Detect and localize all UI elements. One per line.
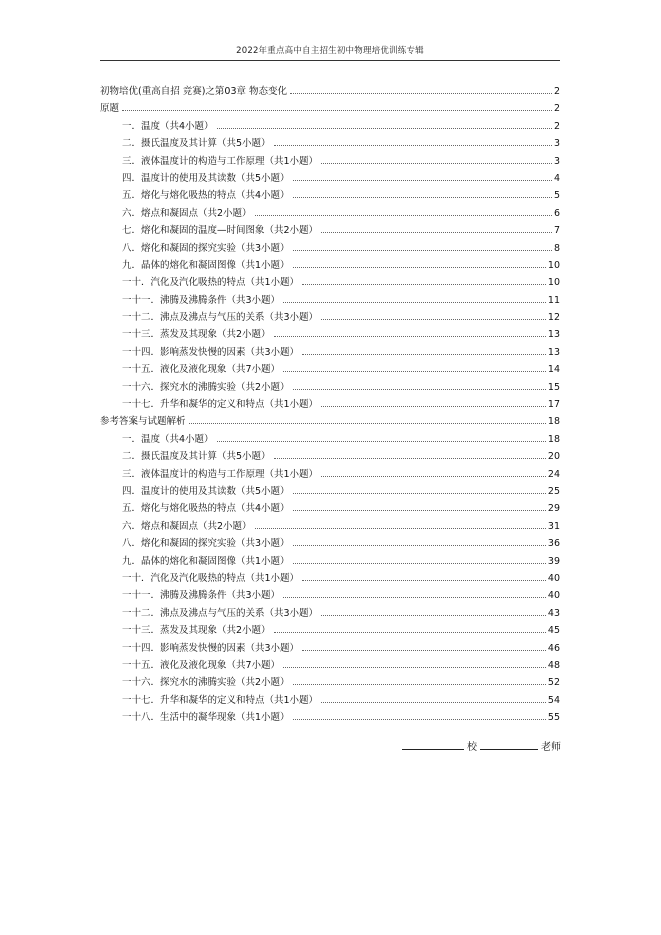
toc-entry[interactable] (100, 500, 560, 517)
toc-entry-page: 18 (547, 416, 560, 428)
toc-entry[interactable] (100, 448, 560, 465)
dot-leader (302, 580, 546, 581)
toc-entry[interactable] (100, 466, 560, 483)
toc-entry-page: 45 (547, 625, 560, 637)
toc-entry-title: 六．熔点和凝固点（共2小题） (122, 207, 252, 219)
toc-entry-page: 10 (547, 277, 560, 289)
toc-entry-title: 初物培优(重高自招 竞赛)之第03章 物态变化 (100, 86, 288, 97)
toc-entry-page: 55 (547, 712, 560, 724)
toc-entry-title: 一十四．影响蒸发快慢的因素（共3小题） (122, 346, 300, 358)
toc-entry-page: 39 (547, 555, 560, 567)
toc-entry[interactable] (100, 709, 560, 726)
toc-entry-page: 6 (553, 207, 560, 219)
toc-entry-title: 一十五．液化及液化现象（共7小题） (122, 659, 281, 671)
toc-entry-title: 一十二．沸点及沸点与气压的关系（共3小题） (122, 312, 319, 324)
toc-entry-title: 三．液体温度计的构造与工作原理（共1小题） (122, 468, 319, 480)
toc-entry[interactable] (100, 153, 560, 170)
dot-leader (293, 719, 546, 720)
toc-entry[interactable] (100, 309, 560, 326)
toc-entry-page: 40 (547, 572, 560, 584)
dot-leader (122, 110, 552, 111)
toc-entry[interactable] (100, 361, 560, 378)
toc-entry[interactable] (100, 605, 560, 622)
toc-entry[interactable] (100, 587, 560, 604)
toc-entry-title: 一十六．探究水的沸腾实验（共2小题） (122, 677, 290, 689)
dot-leader (321, 319, 546, 320)
toc-entry-page: 2 (553, 86, 560, 97)
toc-entry[interactable] (100, 692, 560, 709)
toc-entry-page: 14 (547, 364, 560, 376)
school-label: 校 (467, 742, 477, 753)
toc-entry-page: 40 (547, 590, 560, 602)
toc-entry-page: 25 (547, 485, 560, 497)
dot-leader (293, 510, 546, 511)
toc-entry[interactable] (100, 535, 560, 552)
toc-entry[interactable] (100, 622, 560, 639)
dot-leader (293, 684, 546, 685)
toc-entry-title: 七．熔化和凝固的温度—时间图象（共2小题） (122, 225, 319, 237)
toc-entry-title: 五．熔化与熔化吸热的特点（共4小题） (122, 190, 290, 202)
toc-entry-title: 六．熔点和凝固点（共2小题） (122, 520, 252, 532)
toc-entry-page: 4 (553, 172, 560, 184)
dot-leader (321, 406, 546, 407)
dot-leader (217, 128, 552, 129)
toc-entry-title: 一十五．液化及液化现象（共7小题） (122, 364, 281, 376)
dot-leader (293, 389, 546, 390)
toc-entry-title: 九．晶体的熔化和凝固图像（共1小题） (122, 259, 290, 271)
header-divider (100, 60, 560, 61)
toc-entry-page: 46 (547, 642, 560, 654)
toc-entry[interactable] (100, 518, 560, 535)
toc-entry[interactable] (100, 205, 560, 222)
toc-entry-page: 17 (547, 399, 560, 411)
dot-leader (293, 197, 552, 198)
toc-entry[interactable] (100, 553, 560, 570)
toc-entry-title: 一十三．蒸发及其现象（共2小题） (122, 625, 271, 637)
toc-entry-page: 52 (547, 677, 560, 689)
toc-entry[interactable] (100, 240, 560, 257)
toc-entry-title: 三．液体温度计的构造与工作原理（共1小题） (122, 155, 319, 167)
dot-leader (283, 667, 546, 668)
toc-entry-page: 13 (547, 346, 560, 358)
dot-leader (255, 528, 546, 529)
toc-entry-title: 一十六．探究水的沸腾实验（共2小题） (122, 381, 290, 393)
toc-entry-page: 24 (547, 468, 560, 480)
toc-entry-title: 八．熔化和凝固的探究实验（共3小题） (122, 538, 290, 550)
dot-leader (293, 267, 546, 268)
toc-entry[interactable] (100, 118, 560, 135)
toc-entry[interactable] (100, 326, 560, 343)
toc-entry-page: 15 (547, 381, 560, 393)
toc-entry[interactable] (100, 257, 560, 274)
toc-entry-page: 20 (547, 451, 560, 463)
dot-leader (274, 145, 552, 146)
dot-leader (189, 423, 546, 424)
toc-entry-title: 一十一．沸腾及沸腾条件（共3小题） (122, 294, 281, 306)
dot-leader (321, 163, 552, 164)
toc-entry-title: 四．温度计的使用及其读数（共5小题） (122, 172, 290, 184)
dot-leader (321, 476, 546, 477)
toc-entry-page: 2 (553, 120, 560, 132)
toc-entry-page: 3 (553, 155, 560, 167)
dot-leader (283, 371, 546, 372)
toc-entry-title: 一十七．升华和凝华的定义和特点（共1小题） (122, 694, 319, 706)
toc-entry[interactable] (100, 413, 560, 430)
dot-leader (293, 250, 552, 251)
toc-entry-title: 一十四．影响蒸发快慢的因素（共3小题） (122, 642, 300, 654)
toc-entry[interactable] (100, 170, 560, 187)
toc-entry-title: 一十八．生活中的凝华现象（共1小题） (122, 712, 290, 724)
toc-entry-title: 一十二．沸点及沸点与气压的关系（共3小题） (122, 607, 319, 619)
dot-leader (217, 441, 546, 442)
toc-entry[interactable] (100, 674, 560, 691)
toc-entry-page: 11 (547, 294, 560, 306)
toc-entry[interactable] (100, 100, 560, 117)
dot-leader (321, 232, 552, 233)
toc-entry[interactable] (100, 483, 560, 500)
dot-leader (302, 354, 546, 355)
dot-leader (274, 336, 546, 337)
toc-entry-page: 13 (547, 329, 560, 341)
toc-entry[interactable] (100, 431, 560, 448)
toc-entry[interactable] (100, 83, 560, 100)
dot-leader (293, 545, 546, 546)
toc-entry[interactable] (100, 274, 560, 291)
school-blank[interactable] (402, 749, 464, 750)
dot-leader (283, 302, 546, 303)
toc-entry-title: 原题 (100, 103, 120, 115)
toc-entry-title: 二．摄氏温度及其计算（共5小题） (122, 138, 271, 150)
toc-entry-page: 54 (547, 694, 560, 706)
dot-leader (283, 597, 546, 598)
dot-leader (274, 458, 546, 459)
toc-entry[interactable] (100, 570, 560, 587)
dot-leader (255, 215, 552, 216)
page-header: 2022年重点高中自主招生初中物理培优训练专辑 (236, 46, 424, 56)
toc-entry-title: 四．温度计的使用及其读数（共5小题） (122, 485, 290, 497)
toc-entry-page: 43 (547, 607, 560, 619)
signature-line (402, 738, 561, 753)
dot-leader (321, 702, 546, 703)
toc-entry-title: 一十一．沸腾及沸腾条件（共3小题） (122, 590, 281, 602)
toc-entry[interactable] (100, 344, 560, 361)
toc-entry-title: 一十．汽化及汽化吸热的特点（共1小题） (122, 277, 300, 289)
toc-entry[interactable] (100, 379, 560, 396)
dot-leader (302, 650, 546, 651)
toc-entry[interactable] (100, 396, 560, 413)
toc-entry-page: 8 (553, 242, 560, 254)
toc-entry-page: 31 (547, 520, 560, 532)
toc-entry[interactable] (100, 640, 560, 657)
toc-entry-page: 18 (547, 433, 560, 445)
toc-entry-title: 一十三．蒸发及其现象（共2小题） (122, 329, 271, 341)
toc-entry[interactable] (100, 657, 560, 674)
dot-leader (293, 180, 552, 181)
toc-entry-page: 10 (547, 259, 560, 271)
table-of-contents (100, 83, 560, 726)
dot-leader (274, 632, 546, 633)
teacher-blank[interactable] (480, 749, 538, 750)
toc-entry-title: 二．摄氏温度及其计算（共5小题） (122, 451, 271, 463)
dot-leader (302, 284, 546, 285)
toc-entry-title: 五．熔化与熔化吸热的特点（共4小题） (122, 503, 290, 515)
toc-entry-title: 八．熔化和凝固的探究实验（共3小题） (122, 242, 290, 254)
toc-entry[interactable] (100, 187, 560, 204)
dot-leader (293, 563, 546, 564)
toc-entry[interactable] (100, 222, 560, 239)
toc-entry-title: 一十．汽化及汽化吸热的特点（共1小题） (122, 572, 300, 584)
toc-entry-page: 29 (547, 503, 560, 515)
toc-entry-title: 参考答案与试题解析 (100, 416, 186, 428)
toc-entry-page: 3 (553, 138, 560, 150)
toc-entry[interactable] (100, 135, 560, 152)
toc-entry-title: 九．晶体的熔化和凝固图像（共1小题） (122, 555, 290, 567)
dot-leader (293, 493, 546, 494)
dot-leader (290, 93, 552, 94)
toc-entry[interactable] (100, 292, 560, 309)
toc-entry-title: 一．温度（共4小题） (122, 120, 214, 132)
toc-entry-page: 12 (547, 312, 560, 324)
toc-entry-title: 一十七．升华和凝华的定义和特点（共1小题） (122, 399, 319, 411)
teacher-label: 老师 (541, 742, 561, 753)
toc-entry-page: 36 (547, 538, 560, 550)
toc-entry-page: 7 (553, 225, 560, 237)
toc-entry-page: 48 (547, 659, 560, 671)
toc-entry-title: 一．温度（共4小题） (122, 433, 214, 445)
toc-entry-page: 2 (553, 103, 560, 115)
dot-leader (321, 615, 546, 616)
toc-entry-page: 5 (553, 190, 560, 202)
